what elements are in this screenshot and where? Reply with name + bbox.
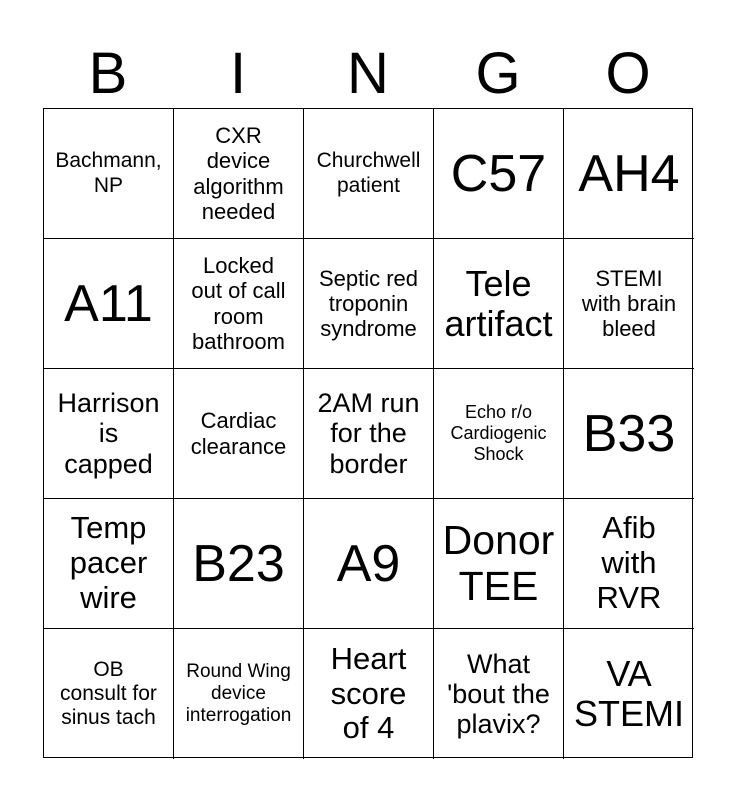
header-letter-n: N xyxy=(347,41,389,106)
bingo-cell[interactable]: Heart score of 4 xyxy=(304,629,434,759)
bingo-cell[interactable]: A11 xyxy=(44,239,174,369)
bingo-cell[interactable]: Echo r/o Cardiogenic Shock xyxy=(434,369,564,499)
bingo-cell[interactable]: Cardiac clearance xyxy=(174,369,304,499)
bingo-board xyxy=(43,108,693,758)
bingo-cell[interactable]: Harrison is capped xyxy=(44,369,174,499)
bingo-cell[interactable]: Donor TEE xyxy=(434,499,564,629)
header-letter-b: B xyxy=(88,41,128,106)
bingo-cell[interactable]: CXR device algorithm needed xyxy=(174,109,304,239)
bingo-cell[interactable]: AH4 xyxy=(564,109,694,239)
bingo-cell[interactable]: Bachmann, NP xyxy=(44,109,174,239)
bingo-cell[interactable]: A9 xyxy=(304,499,434,629)
bingo-cell[interactable]: Locked out of call room bathroom xyxy=(174,239,304,369)
header-letter-o: O xyxy=(605,41,651,106)
header-letter-i: I xyxy=(229,41,247,106)
bingo-cell[interactable]: STEMI with brain bleed xyxy=(564,239,694,369)
bingo-cell[interactable]: Churchwell patient xyxy=(304,109,434,239)
bingo-cell[interactable]: Tele artifact xyxy=(434,239,564,369)
bingo-cell[interactable]: B33 xyxy=(564,369,694,499)
bingo-cell[interactable]: 2AM run for the border xyxy=(304,369,434,499)
bingo-cell[interactable]: What 'bout the plavix? xyxy=(434,629,564,759)
bingo-header xyxy=(43,40,693,108)
bingo-cell[interactable]: B23 xyxy=(174,499,304,629)
bingo-cell[interactable]: C57 xyxy=(434,109,564,239)
bingo-cell[interactable]: Afib with RVR xyxy=(564,499,694,629)
header-letter-g: G xyxy=(475,41,521,106)
bingo-cell[interactable]: VA STEMI xyxy=(573,653,684,734)
bingo-cell[interactable]: Septic red troponin syndrome xyxy=(304,239,434,369)
bingo-cell[interactable]: OB consult for sinus tach xyxy=(44,629,174,759)
bingo-cell[interactable]: Round Wing device interrogation xyxy=(174,629,304,759)
bingo-cell[interactable]: Temp pacer wire xyxy=(44,499,174,629)
